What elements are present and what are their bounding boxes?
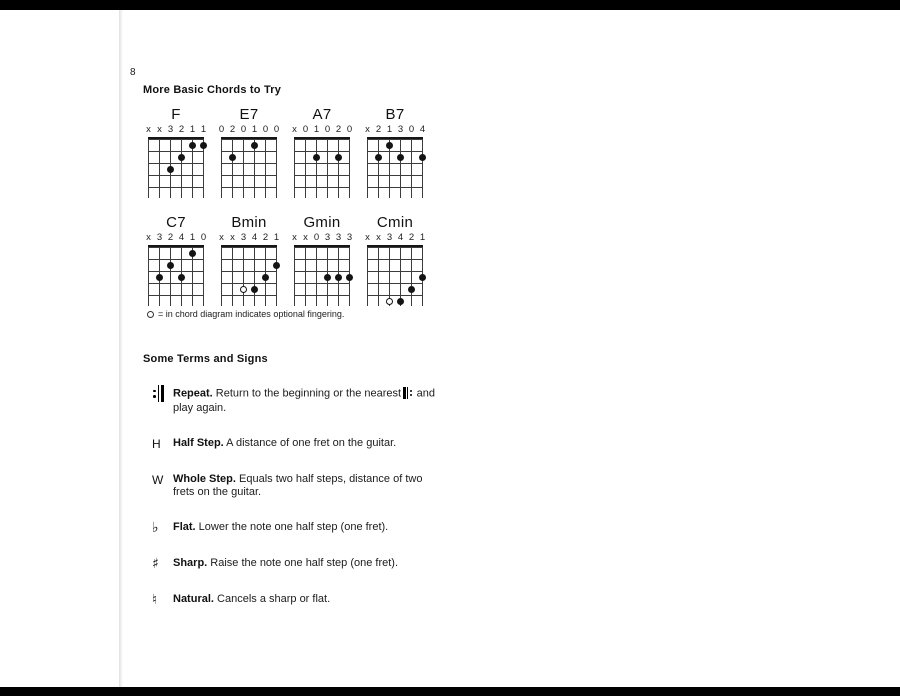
fingering-label: 4 [178, 232, 185, 243]
term-definition-sharp: Sharp. Raise the note one half step (one fret). [173, 557, 399, 569]
term-definition-whole-step: Whole Step. Equals two half steps, distance of two frets on the guitar. [173, 473, 423, 498]
finger-dot [251, 286, 258, 293]
flat-symbol [152, 521, 173, 535]
term-whole-step [152, 473, 472, 499]
chord-fingering-gmin [292, 232, 353, 245]
fingering-label: x [292, 124, 297, 135]
chord-name-c7: C7 [166, 214, 186, 231]
terms-list [152, 385, 472, 629]
finger-dot [397, 154, 404, 161]
optional-note-text: = in chord diagram indicates optional fingering. [158, 309, 345, 319]
section-title-more-basic-chords: More Basic Chords to Try [143, 84, 282, 96]
fingering-label: 3 [397, 124, 404, 135]
term-sharp [152, 557, 472, 571]
finger-dot [189, 250, 196, 257]
chord-diagram-f [146, 106, 207, 198]
finger-dot [335, 274, 342, 281]
chord-name-a7: A7 [312, 106, 332, 123]
finger-dot [178, 154, 185, 161]
natural-symbol [152, 593, 173, 607]
fingering-label: x [376, 232, 381, 243]
chord-name-e7: E7 [239, 106, 259, 123]
whole-step-symbol [152, 473, 173, 499]
chord-diagram-e7 [218, 106, 280, 198]
chord-grid-c7 [148, 245, 204, 306]
fingering-label: x [365, 124, 370, 135]
fingering-label: 0 [218, 124, 225, 135]
fingering-label: 0 [262, 124, 269, 135]
chord-grid-gmin [294, 245, 350, 306]
chord-name-f: F [171, 106, 181, 123]
chord-grid-f [148, 137, 204, 198]
chord-name-gmin: Gmin [303, 214, 341, 231]
fingering-label: 3 [324, 232, 331, 243]
chord-fingering-cmin [365, 232, 426, 245]
sharp-symbol [152, 557, 173, 571]
fingering-label: 3 [335, 232, 342, 243]
finger-dot [229, 154, 236, 161]
chord-fingering-b7 [365, 124, 426, 137]
top-letterbox-bar [0, 0, 900, 10]
finger-dot [324, 274, 331, 281]
chord-grid-b7 [367, 137, 423, 198]
fingering-label: 1 [273, 232, 280, 243]
chord-fingering-e7 [218, 124, 280, 137]
finger-dot [167, 166, 174, 173]
open-circle-icon [147, 311, 154, 318]
fingering-label: 4 [419, 124, 426, 135]
finger-dot [251, 142, 258, 149]
chord-name-cmin: Cmin [376, 214, 414, 231]
fingering-label: 0 [200, 232, 207, 243]
finger-dot [346, 274, 353, 281]
fingering-label: x [230, 232, 235, 243]
fingering-label: x [303, 232, 308, 243]
fingering-label: 2 [167, 232, 174, 243]
fingering-label: 0 [313, 232, 320, 243]
finger-dot [419, 154, 426, 161]
chord-diagrams [148, 106, 428, 311]
begin-repeat-sign-icon [403, 384, 412, 401]
fingering-label: 0 [273, 124, 280, 135]
chord-fingering-f [146, 124, 207, 137]
chord-diagram-a7 [292, 106, 353, 198]
finger-dot [386, 142, 393, 149]
term-definition-flat: Flat. Lower the note one half step (one fret). [173, 521, 389, 533]
flat-glyph: ♭ [152, 520, 159, 536]
half-step-symbol [152, 437, 173, 451]
fingering-label: x [157, 124, 162, 135]
fingering-label: 1 [419, 232, 426, 243]
fingering-label: 1 [313, 124, 320, 135]
finger-dot [167, 262, 174, 269]
fingering-label: 3 [167, 124, 174, 135]
finger-dot [178, 274, 185, 281]
finger-dot [408, 286, 415, 293]
fingering-label: 0 [324, 124, 331, 135]
page-edge-shadow [119, 10, 123, 687]
page-number: 8 [130, 67, 136, 78]
chord-diagram-gmin [292, 214, 353, 306]
chord-name-bmin: Bmin [231, 214, 267, 231]
fingering-label: 4 [397, 232, 404, 243]
fingering-label: 2 [335, 124, 342, 135]
fingering-label: x [292, 232, 297, 243]
sharp-glyph: ♯ [152, 556, 159, 572]
end-repeat-sign-icon [153, 385, 164, 402]
fingering-label: 1 [386, 124, 393, 135]
fingering-label: 0 [346, 124, 353, 135]
repeat-symbol [152, 385, 173, 415]
fingering-label: 3 [240, 232, 247, 243]
chord-diagram-b7 [365, 106, 426, 198]
chord-grid-a7 [294, 137, 350, 198]
optional-fingering-note [147, 309, 344, 319]
chord-name-b7: B7 [385, 106, 405, 123]
section-title-terms-and-signs: Some Terms and Signs [143, 353, 268, 365]
fingering-label: 2 [408, 232, 415, 243]
fingering-label: x [146, 232, 151, 243]
finger-dot [313, 154, 320, 161]
chord-fingering-bmin [219, 232, 280, 245]
fingering-label: 0 [240, 124, 247, 135]
fingering-label: x [365, 232, 370, 243]
chord-diagram-c7 [146, 214, 207, 306]
fingering-label: 3 [386, 232, 393, 243]
fingering-label: 1 [189, 232, 196, 243]
term-natural [152, 593, 472, 607]
term-name: Sharp. [173, 557, 208, 569]
chord-grid-bmin [221, 245, 277, 306]
finger-dot [335, 154, 342, 161]
bottom-letterbox-bar [0, 687, 900, 696]
term-name: Flat. [173, 521, 196, 533]
term-definition-half-step: Half Step. A distance of one fret on the guitar. [173, 437, 397, 449]
finger-dot [397, 298, 404, 305]
whole-step-glyph: W [152, 473, 164, 487]
chord-diagram-bmin [219, 214, 280, 306]
chord-fingering-c7 [146, 232, 207, 245]
optional-finger-dot [386, 298, 393, 305]
chord-grid-e7 [221, 137, 277, 198]
half-step-glyph: H [152, 437, 161, 451]
term-definition-repeat: Repeat. Return to the beginning or the nearest and play again. [173, 385, 445, 415]
optional-finger-dot [240, 286, 247, 293]
chord-grid-cmin [367, 245, 423, 306]
fingering-label: 2 [262, 232, 269, 243]
term-name: Whole Step. [173, 473, 236, 485]
fingering-label: 0 [302, 124, 309, 135]
chord-fingering-a7 [292, 124, 353, 137]
fingering-label: 1 [251, 124, 258, 135]
term-half-step [152, 437, 472, 451]
finger-dot [156, 274, 163, 281]
term-repeat [152, 385, 472, 415]
fingering-label: x [219, 232, 224, 243]
term-name: Repeat. [173, 387, 213, 400]
term-name: Natural. [173, 593, 214, 605]
fingering-label: 3 [346, 232, 353, 243]
chord-diagram-cmin [365, 214, 426, 306]
finger-dot [419, 274, 426, 281]
fingering-label: 2 [178, 124, 185, 135]
finger-dot [375, 154, 382, 161]
term-flat [152, 521, 472, 535]
fingering-label: 2 [375, 124, 382, 135]
term-definition-natural: Natural. Cancels a sharp or flat. [173, 593, 331, 605]
finger-dot [273, 262, 280, 269]
term-name: Half Step. [173, 437, 224, 449]
fingering-label: 1 [200, 124, 207, 135]
finger-dot [200, 142, 207, 149]
finger-dot [262, 274, 269, 281]
fingering-label: 1 [189, 124, 196, 135]
fingering-label: 2 [229, 124, 236, 135]
fingering-label: 3 [156, 232, 163, 243]
finger-dot [189, 142, 196, 149]
fingering-label: x [146, 124, 151, 135]
natural-glyph: ♮ [152, 592, 158, 608]
fingering-label: 0 [408, 124, 415, 135]
fingering-label: 4 [251, 232, 258, 243]
